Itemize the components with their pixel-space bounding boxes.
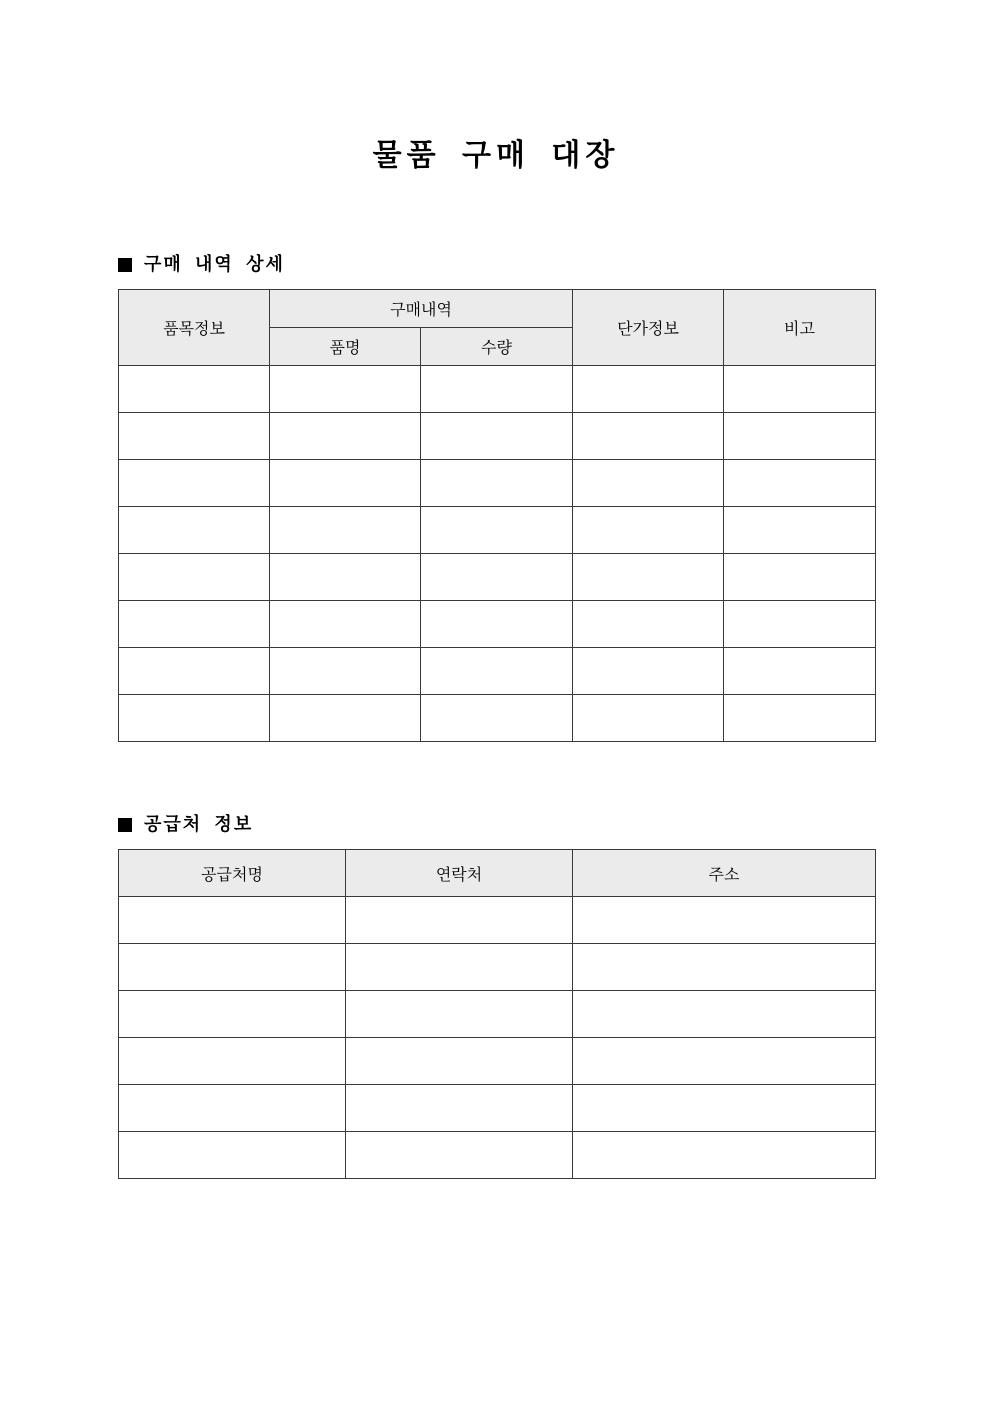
table-row bbox=[119, 944, 876, 991]
table-row bbox=[119, 366, 876, 413]
table-cell[interactable] bbox=[270, 648, 421, 695]
table-cell[interactable] bbox=[270, 695, 421, 742]
table-row bbox=[119, 1038, 876, 1085]
supplier-info-table bbox=[118, 849, 876, 1179]
table-cell[interactable] bbox=[119, 601, 270, 648]
square-bullet-icon bbox=[118, 258, 132, 272]
table-cell[interactable] bbox=[119, 366, 270, 413]
page-title: 물품 구매 대장 bbox=[372, 138, 620, 173]
table-cell[interactable] bbox=[724, 695, 876, 742]
table-row bbox=[119, 460, 876, 507]
table-cell[interactable] bbox=[573, 944, 876, 991]
table-row bbox=[119, 1132, 876, 1179]
supplier-section-heading bbox=[118, 812, 253, 838]
table-row bbox=[119, 554, 876, 601]
table-cell[interactable] bbox=[573, 413, 724, 460]
table-cell[interactable] bbox=[573, 1132, 876, 1179]
table-cell[interactable] bbox=[119, 460, 270, 507]
table-cell[interactable] bbox=[573, 991, 876, 1038]
table-cell[interactable] bbox=[119, 507, 270, 554]
table-cell[interactable] bbox=[119, 1085, 346, 1132]
table-cell[interactable] bbox=[119, 1132, 346, 1179]
table-cell[interactable] bbox=[724, 554, 876, 601]
table-cell[interactable] bbox=[573, 554, 724, 601]
supplier-section-heading-text: 공급처 정보 bbox=[144, 814, 254, 835]
table-cell[interactable] bbox=[119, 1038, 346, 1085]
table-row bbox=[119, 507, 876, 554]
table-cell[interactable] bbox=[421, 601, 573, 648]
header-purchase-details: 구매내역 bbox=[270, 290, 573, 328]
table-row bbox=[119, 695, 876, 742]
table-cell[interactable] bbox=[270, 554, 421, 601]
table-cell[interactable] bbox=[346, 1038, 573, 1085]
table-cell[interactable] bbox=[421, 413, 573, 460]
table-cell[interactable] bbox=[270, 460, 421, 507]
purchase-section-heading-text: 구매 내역 상세 bbox=[144, 254, 285, 275]
table-cell[interactable] bbox=[724, 601, 876, 648]
table-cell[interactable] bbox=[573, 1038, 876, 1085]
table-cell[interactable] bbox=[573, 507, 724, 554]
table-cell[interactable] bbox=[346, 944, 573, 991]
table-cell[interactable] bbox=[346, 1085, 573, 1132]
table-cell[interactable] bbox=[119, 695, 270, 742]
table-cell[interactable] bbox=[573, 366, 724, 413]
table-cell[interactable] bbox=[421, 460, 573, 507]
table-cell[interactable] bbox=[346, 991, 573, 1038]
table-cell[interactable] bbox=[573, 695, 724, 742]
table-cell[interactable] bbox=[724, 413, 876, 460]
table-cell[interactable] bbox=[421, 366, 573, 413]
table-cell[interactable] bbox=[119, 897, 346, 944]
table-row bbox=[119, 991, 876, 1038]
table-cell[interactable] bbox=[573, 648, 724, 695]
table-cell[interactable] bbox=[119, 413, 270, 460]
table-cell[interactable] bbox=[421, 554, 573, 601]
header-item-info: 품목정보 bbox=[119, 290, 270, 366]
table-cell[interactable] bbox=[421, 648, 573, 695]
table-row bbox=[119, 897, 876, 944]
table-cell[interactable] bbox=[421, 695, 573, 742]
table-cell[interactable] bbox=[573, 460, 724, 507]
table-row bbox=[119, 413, 876, 460]
table-cell[interactable] bbox=[724, 507, 876, 554]
table-cell[interactable] bbox=[270, 366, 421, 413]
table-cell[interactable] bbox=[421, 507, 573, 554]
header-item-name: 품명 bbox=[270, 328, 421, 366]
purchase-section-heading bbox=[118, 252, 285, 278]
table-cell[interactable] bbox=[573, 601, 724, 648]
table-cell[interactable] bbox=[119, 944, 346, 991]
header-quantity: 수량 bbox=[421, 328, 573, 366]
header-contact: 연락처 bbox=[346, 850, 573, 897]
table-cell[interactable] bbox=[724, 366, 876, 413]
table-cell[interactable] bbox=[573, 897, 876, 944]
table-cell[interactable] bbox=[724, 648, 876, 695]
header-supplier-name: 공급처명 bbox=[119, 850, 346, 897]
table-cell[interactable] bbox=[724, 460, 876, 507]
table-row bbox=[119, 648, 876, 695]
header-address: 주소 bbox=[573, 850, 876, 897]
table-cell[interactable] bbox=[346, 897, 573, 944]
table-cell[interactable] bbox=[270, 601, 421, 648]
purchase-details-table bbox=[118, 289, 876, 742]
table-row bbox=[119, 601, 876, 648]
table-cell[interactable] bbox=[270, 413, 421, 460]
table-cell[interactable] bbox=[119, 554, 270, 601]
header-remarks: 비고 bbox=[724, 290, 876, 366]
square-bullet-icon bbox=[118, 818, 132, 832]
table-cell[interactable] bbox=[270, 507, 421, 554]
table-cell[interactable] bbox=[573, 1085, 876, 1132]
table-cell[interactable] bbox=[119, 648, 270, 695]
table-cell[interactable] bbox=[346, 1132, 573, 1179]
table-row bbox=[119, 1085, 876, 1132]
header-unit-price: 단가정보 bbox=[573, 290, 724, 366]
table-cell[interactable] bbox=[119, 991, 346, 1038]
